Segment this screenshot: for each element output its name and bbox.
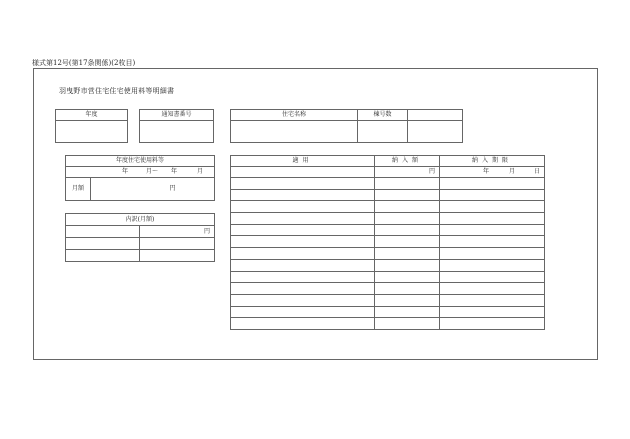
ledger-table: [230, 155, 545, 330]
breakdown-amount[interactable]: [140, 250, 215, 262]
ledger-row: [231, 189, 545, 201]
ledger-cell-deadline[interactable]: [440, 213, 545, 225]
ledger-cell-amount[interactable]: [375, 283, 440, 295]
breakdown-table: [65, 213, 215, 262]
ledger-cell-applicable[interactable]: [231, 224, 375, 236]
ledger-cell-amount[interactable]: [375, 224, 440, 236]
ledger-cell-amount[interactable]: [375, 306, 440, 318]
period-year-2: 年: [171, 168, 178, 175]
breakdown-item[interactable]: [66, 250, 140, 262]
ledger-cell-amount[interactable]: [375, 167, 440, 178]
ledger-cell-deadline[interactable]: [440, 167, 545, 178]
ledger-cell-applicable[interactable]: [231, 318, 375, 330]
housing-name-field[interactable]: [231, 121, 358, 143]
form-label: 様式第12号(第17条関係)(2枚目): [32, 59, 136, 67]
housing-table: [230, 109, 463, 143]
ledger-cell-applicable[interactable]: [231, 178, 375, 190]
housing-name-header: 住宅名称: [231, 110, 358, 121]
ledger-row: [231, 236, 545, 248]
year-header: 年度: [56, 110, 128, 121]
building-number-header: 棟号数: [358, 110, 408, 121]
ledger-row: [231, 306, 545, 318]
notice-number-field[interactable]: [140, 121, 214, 143]
ledger-row: [231, 224, 545, 236]
ledger-cell-deadline[interactable]: [440, 306, 545, 318]
year-field[interactable]: [56, 121, 128, 143]
ledger-cell-applicable[interactable]: [231, 189, 375, 201]
ledger-date-year: 年: [483, 168, 490, 175]
breakdown-amount[interactable]: [140, 238, 215, 250]
ledger-row: [231, 213, 545, 225]
ledger-cell-applicable[interactable]: [231, 271, 375, 283]
ledger-cell-deadline[interactable]: [440, 318, 545, 330]
ledger-col-amount: 納入額: [375, 156, 440, 167]
ledger-cell-deadline[interactable]: [440, 224, 545, 236]
fee-table: [65, 155, 215, 201]
ledger-cell-deadline[interactable]: [440, 236, 545, 248]
building-number-extra-header: [408, 110, 463, 121]
ledger-cell-amount[interactable]: [375, 189, 440, 201]
year-table: [55, 109, 128, 143]
ledger-cell-deadline[interactable]: [440, 189, 545, 201]
ledger-cell-applicable[interactable]: [231, 283, 375, 295]
ledger-row: [231, 259, 545, 271]
fee-period[interactable]: [66, 167, 215, 178]
breakdown-item[interactable]: [66, 226, 140, 238]
ledger-cell-amount[interactable]: [375, 271, 440, 283]
ledger-row: [231, 201, 545, 213]
monthly-label: 月額: [66, 178, 91, 201]
ledger-row: [231, 178, 545, 190]
ledger-col-applicable: 適用: [231, 156, 375, 167]
building-number-extra-field[interactable]: [408, 121, 463, 143]
ledger-row: [231, 318, 545, 330]
notice-number-table: [139, 109, 214, 143]
ledger-cell-applicable[interactable]: [231, 248, 375, 260]
ledger-cell-deadline[interactable]: [440, 259, 545, 271]
ledger-cell-amount[interactable]: [375, 294, 440, 306]
ledger-cell-amount[interactable]: [375, 236, 440, 248]
ledger-cell-deadline[interactable]: [440, 178, 545, 190]
ledger-cell-applicable[interactable]: [231, 201, 375, 213]
ledger-cell-amount[interactable]: [375, 259, 440, 271]
ledger-row: [231, 271, 545, 283]
monthly-yen: 円: [169, 185, 176, 192]
breakdown-amount[interactable]: [140, 226, 215, 238]
building-number-field[interactable]: [358, 121, 408, 143]
ledger-cell-deadline[interactable]: [440, 201, 545, 213]
ledger-cell-applicable[interactable]: [231, 213, 375, 225]
ledger-row: [231, 248, 545, 260]
ledger-cell-amount[interactable]: [375, 178, 440, 190]
ledger-cell-applicable[interactable]: [231, 294, 375, 306]
ledger-cell-deadline[interactable]: [440, 248, 545, 260]
ledger-cell-deadline[interactable]: [440, 294, 545, 306]
ledger-cell-deadline[interactable]: [440, 283, 545, 295]
ledger-row: [231, 283, 545, 295]
fee-title: 年度住宅使用料等: [66, 156, 215, 167]
ledger-date-month: 月: [509, 168, 516, 175]
ledger-cell-applicable[interactable]: [231, 306, 375, 318]
ledger-cell-amount[interactable]: [375, 248, 440, 260]
ledger-yen: 円: [428, 168, 435, 175]
monthly-amount[interactable]: [91, 178, 215, 201]
ledger-cell-deadline[interactable]: [440, 271, 545, 283]
ledger-cell-amount[interactable]: [375, 213, 440, 225]
ledger-col-deadline: 納入期限: [440, 156, 545, 167]
notice-number-header: 通知書番号: [140, 110, 214, 121]
period-month-2: 月: [197, 168, 204, 175]
ledger-cell-applicable[interactable]: [231, 236, 375, 248]
ledger-date-day: 日: [534, 168, 541, 175]
ledger-row: [231, 294, 545, 306]
ledger-cell-amount[interactable]: [375, 201, 440, 213]
breakdown-yen: 円: [203, 227, 210, 235]
period-month-1: 月〜: [146, 168, 159, 175]
ledger-cell-applicable[interactable]: [231, 259, 375, 271]
ledger-cell-applicable[interactable]: [231, 167, 375, 178]
period-year-1: 年: [122, 168, 129, 175]
ledger-cell-amount[interactable]: [375, 318, 440, 330]
document-title: 羽曳野市営住宅住宅使用料等明細書: [59, 87, 175, 95]
breakdown-title: 内訳(月額): [66, 214, 215, 226]
breakdown-item[interactable]: [66, 238, 140, 250]
